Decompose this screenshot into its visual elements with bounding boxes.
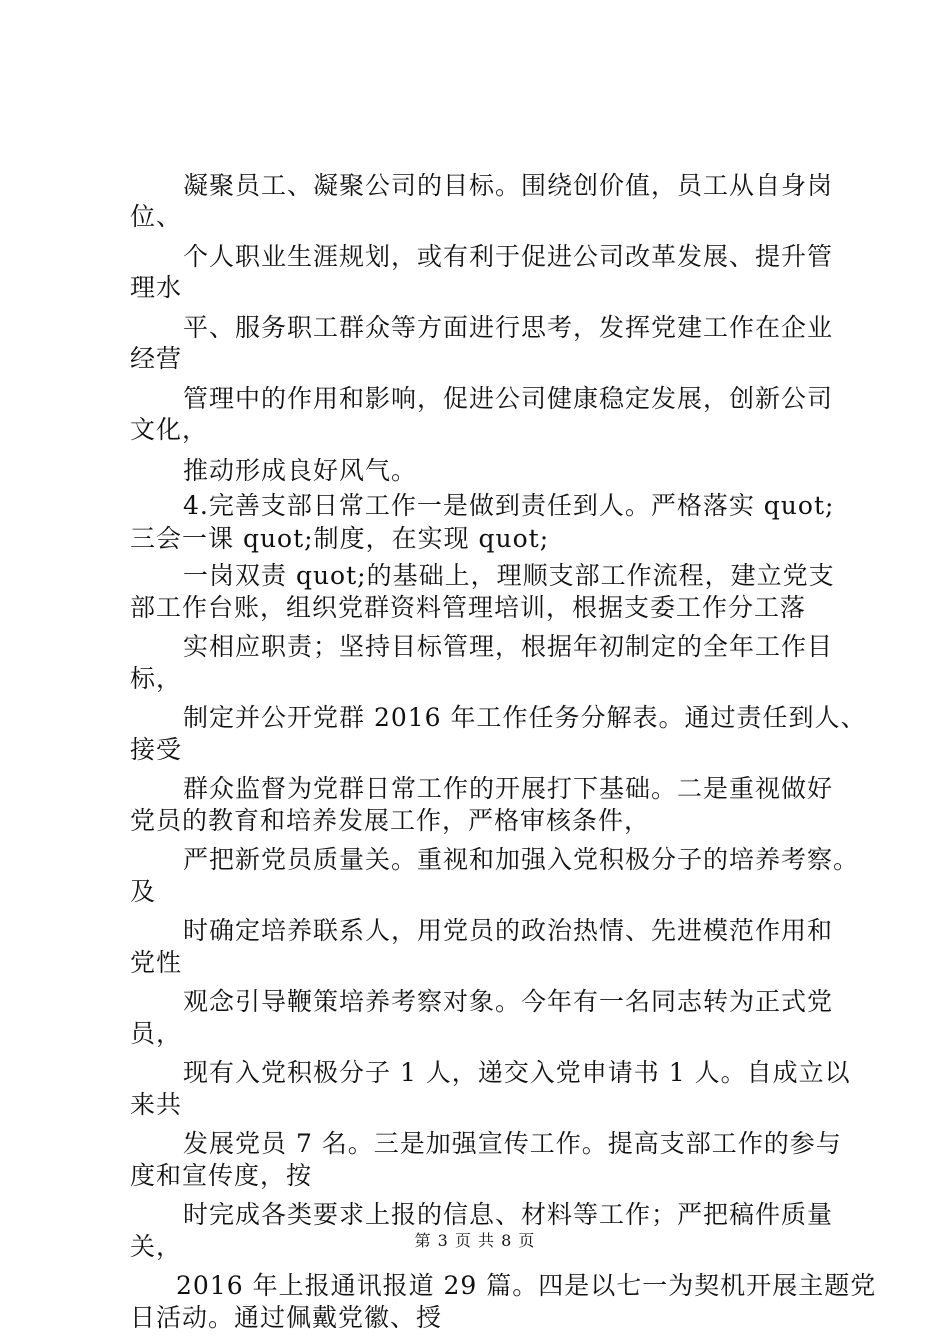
text-line: 位、	[130, 202, 183, 231]
text-line: 接受	[130, 735, 183, 764]
text-line: 关，	[130, 1232, 183, 1261]
text-line: 一岗双责 quot;的基础上，理顺支部工作流程，建立党支	[183, 561, 835, 590]
text-line: 观念引导鞭策培养考察对象。今年有一名同志转为正式党	[183, 987, 834, 1016]
text-line: 群众监督为党群日常工作的开展打下基础。二是重视做好	[183, 774, 834, 803]
text-line: 现有入党积极分子 1 人，递交入党申请书 1 人。自成立以	[183, 1058, 851, 1087]
text-line: 平、服务职工群众等方面进行思考，发挥党建工作在企业	[183, 313, 834, 342]
text-line: 凝聚员工、凝聚公司的目标。围绕创价值，员工从自身岗	[183, 171, 834, 200]
text-line: 三会一课 quot;制度，在实现 quot;	[130, 524, 550, 553]
text-line: 来共	[130, 1090, 183, 1119]
text-line: 党员的教育和培养发展工作，严格审核条件，	[130, 806, 651, 835]
text-line: 理水	[130, 273, 183, 302]
text-line: 严把新党员质量关。重视和加强入党积极分子的培养考察。	[183, 845, 860, 874]
text-line: 时完成各类要求上报的信息、材料等工作；严把稿件质量	[183, 1200, 834, 1229]
text-line: 个人职业生涯规划，或有利于促进公司改革发展、提升管	[183, 242, 834, 271]
text-line: 员，	[130, 1019, 183, 1048]
text-line: 发展党员 7 名。三是加强宣传工作。提高支部工作的参与	[183, 1129, 842, 1158]
text-line: 推动形成良好风气。	[183, 456, 418, 485]
text-line: 实相应职责；坚持目标管理，根据年初制定的全年工作目	[183, 632, 834, 661]
text-line: 部工作台账，组织党群资料管理培训，根据支委工作分工落	[130, 593, 807, 622]
text-line: 经营	[130, 344, 183, 373]
text-line: 党性	[130, 948, 183, 977]
text-line: 时确定培养联系人，用党员的政治热情、先进模范作用和	[183, 916, 834, 945]
text-line: 标，	[130, 664, 183, 693]
text-line: 4.完善支部日常工作一是做到责任到人。严格落实 quot;	[183, 491, 835, 520]
text-line: 文化，	[130, 415, 209, 444]
text-line: 度和宣传度，按	[130, 1161, 313, 1190]
text-line: 日活动。通过佩戴党徽、授	[130, 1303, 443, 1332]
page-number-footer: 第 3 页 共 8 页	[414, 1231, 536, 1250]
text-line: 管理中的作用和影响，促进公司健康稳定发展，创新公司	[183, 384, 834, 413]
text-line: 及	[130, 877, 157, 906]
text-line: 制定并公开党群 2016 年工作任务分解表。通过责任到人、	[183, 703, 867, 732]
text-line: 2016 年上报通讯报道 29 篇。四是以七一为契机开展主题党	[176, 1271, 877, 1300]
